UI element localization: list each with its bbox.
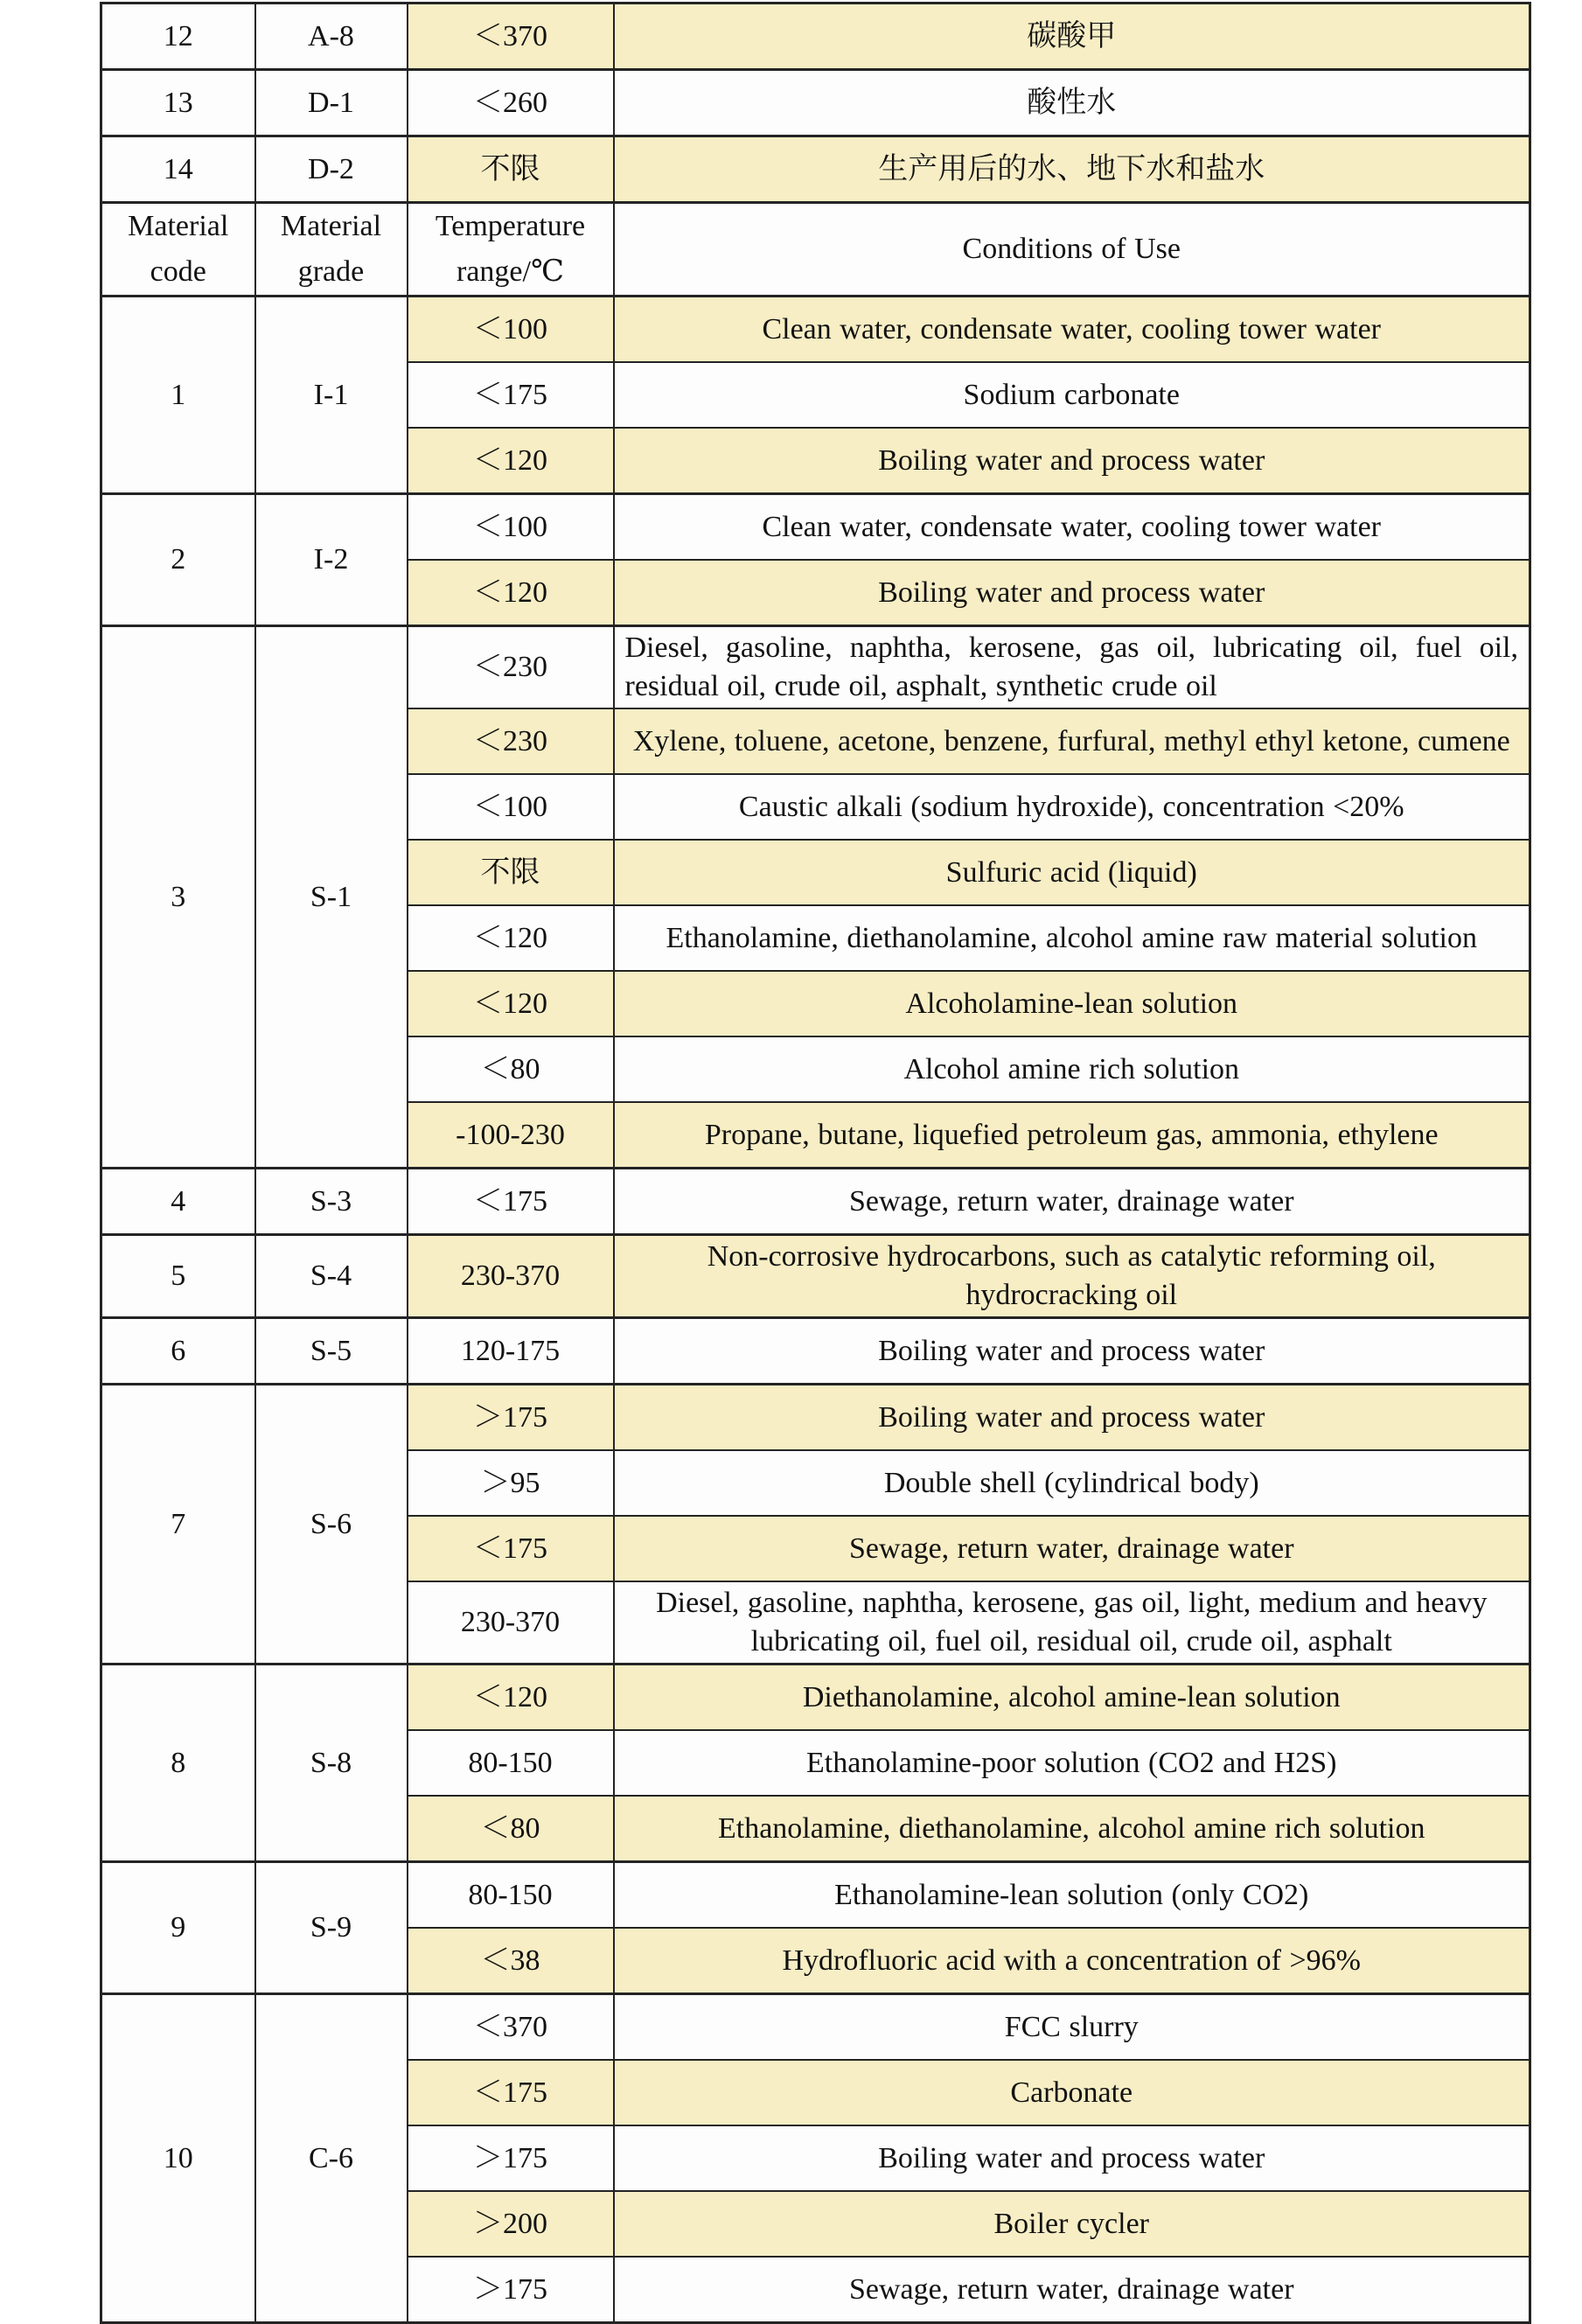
header-conditions-cell: Conditions of Use	[614, 203, 1530, 297]
material-code-cell: 14	[101, 136, 255, 203]
condition-cell: Ethanolamine-lean solution (only CO2)	[614, 1862, 1530, 1929]
condition-cell: 酸性水	[614, 70, 1530, 136]
temperature-cell: ＜175	[408, 1516, 614, 1581]
temperature-cell: ＞200	[408, 2191, 614, 2257]
temperature-cell: ＜370	[408, 3, 614, 70]
temperature-cell: ＞175	[408, 2257, 614, 2323]
temperature-cell: ＜120	[408, 560, 614, 626]
table-row	[101, 494, 1530, 561]
temperature-cell: ＞95	[408, 1450, 614, 1516]
condition-cell: Alcoholamine-lean solution	[614, 971, 1530, 1036]
temperature-cell: ＜175	[408, 2060, 614, 2125]
temperature-cell: ＜120	[408, 1664, 614, 1731]
temperature-cell: 230-370	[408, 1235, 614, 1318]
header-material-grade-cell: Material grade	[255, 203, 408, 297]
temperature-cell: 80-150	[408, 1862, 614, 1929]
condition-cell: Diesel, gasoline, naphtha, kerosene, gas oil, lubricating oil, fuel oil, residual oil, crude oil, asphalt, synthetic crude oil	[614, 626, 1530, 709]
temperature-cell: ＞175	[408, 1385, 614, 1451]
condition-cell: Sulfuric acid (liquid)	[614, 840, 1530, 905]
condition-cell: 碳酸甲	[614, 3, 1530, 70]
table-row	[101, 1318, 1530, 1385]
material-code-cell: 8	[101, 1664, 255, 1862]
material-code-cell: 1	[101, 297, 255, 494]
temperature-cell: ＜120	[408, 971, 614, 1036]
temperature-cell: 80-150	[408, 1730, 614, 1796]
header-material-code-cell: Material code	[101, 203, 255, 297]
temperature-cell: ＜100	[408, 774, 614, 840]
material-grade-cell: S-6	[255, 1385, 408, 1664]
temperature-cell: 不限	[408, 840, 614, 905]
condition-cell: Sewage, return water, drainage water	[614, 1516, 1530, 1581]
material-grade-cell: C-6	[255, 1994, 408, 2323]
material-code-cell: 4	[101, 1169, 255, 1235]
condition-cell: FCC slurry	[614, 1994, 1530, 2061]
condition-cell: Sewage, return water, drainage water	[614, 1169, 1530, 1235]
table-row	[101, 3, 1530, 70]
condition-cell: Boiling water and process water	[614, 428, 1530, 494]
temperature-cell: ＜80	[408, 1036, 614, 1102]
temperature-cell: ＜175	[408, 1169, 614, 1235]
temperature-cell: ＜370	[408, 1994, 614, 2061]
condition-cell: Boiling water and process water	[614, 2125, 1530, 2191]
material-grade-cell: I-2	[255, 494, 408, 626]
condition-cell: Clean water, condensate water, cooling tower water	[614, 297, 1530, 363]
material-grade-cell: S-5	[255, 1318, 408, 1385]
material-code-cell: 10	[101, 1994, 255, 2323]
temperature-cell: ＜120	[408, 905, 614, 971]
condition-cell: Double shell (cylindrical body)	[614, 1450, 1530, 1516]
table-row	[101, 1385, 1530, 1451]
material-code-cell: 13	[101, 70, 255, 136]
condition-cell: Boiling water and process water	[614, 1318, 1530, 1385]
condition-cell: Boiling water and process water	[614, 1385, 1530, 1451]
condition-cell: Sodium carbonate	[614, 362, 1530, 428]
temperature-cell: ＜100	[408, 494, 614, 561]
condition-cell: Non-corrosive hydrocarbons, such as catalytic reforming oil, hydrocracking oil	[614, 1235, 1530, 1318]
condition-cell: 生产用后的水、地下水和盐水	[614, 136, 1530, 203]
condition-cell: Ethanolamine, diethanolamine, alcohol amine rich solution	[614, 1796, 1530, 1862]
header-row	[101, 203, 1530, 297]
condition-cell: Hydrofluoric acid with a concentration of >96%	[614, 1928, 1530, 1994]
materials-table	[100, 2, 1531, 2324]
material-grade-cell: I-1	[255, 297, 408, 494]
condition-cell: Caustic alkali (sodium hydroxide), concentration <20%	[614, 774, 1530, 840]
condition-cell: Clean water, condensate water, cooling tower water	[614, 494, 1530, 561]
table-body	[101, 3, 1530, 2323]
condition-cell: Ethanolamine-poor solution (CO2 and H2S)	[614, 1730, 1530, 1796]
material-code-cell: 2	[101, 494, 255, 626]
temperature-cell: 230-370	[408, 1581, 614, 1664]
temperature-cell: ＜80	[408, 1796, 614, 1862]
condition-cell: Diesel, gasoline, naphtha, kerosene, gas oil, light, medium and heavy lubricating oil, fuel oil, residual oil, crude oil, asphalt	[614, 1581, 1530, 1664]
temperature-cell: ＜260	[408, 70, 614, 136]
material-grade-cell: S-4	[255, 1235, 408, 1318]
material-grade-cell: S-3	[255, 1169, 408, 1235]
condition-cell: Xylene, toluene, acetone, benzene, furfural, methyl ethyl ketone, cumene	[614, 708, 1530, 774]
condition-cell: Ethanolamine, diethanolamine, alcohol amine raw material solution	[614, 905, 1530, 971]
material-code-cell: 5	[101, 1235, 255, 1318]
material-grade-cell: D-2	[255, 136, 408, 203]
temperature-cell: ＜230	[408, 626, 614, 709]
temperature-cell: ＜120	[408, 428, 614, 494]
material-grade-cell: S-8	[255, 1664, 408, 1862]
table-row	[101, 1235, 1530, 1318]
material-grade-cell: A-8	[255, 3, 408, 70]
condition-cell: Sewage, return water, drainage water	[614, 2257, 1530, 2323]
temperature-cell: ＜175	[408, 362, 614, 428]
material-code-cell: 7	[101, 1385, 255, 1664]
condition-cell: Diethanolamine, alcohol amine-lean solution	[614, 1664, 1530, 1731]
material-grade-cell: S-9	[255, 1862, 408, 1994]
temperature-cell: 不限	[408, 136, 614, 203]
condition-cell: Carbonate	[614, 2060, 1530, 2125]
material-code-cell: 12	[101, 3, 255, 70]
material-grade-cell: S-1	[255, 626, 408, 1169]
material-code-cell: 3	[101, 626, 255, 1169]
table-row	[101, 1169, 1530, 1235]
table-row	[101, 1664, 1530, 1731]
temperature-cell: ＜38	[408, 1928, 614, 1994]
temperature-cell: ＜230	[408, 708, 614, 774]
material-code-cell: 6	[101, 1318, 255, 1385]
temperature-cell: -100-230	[408, 1102, 614, 1169]
temperature-cell: 120-175	[408, 1318, 614, 1385]
material-grade-cell: D-1	[255, 70, 408, 136]
condition-cell: Boiling water and process water	[614, 560, 1530, 626]
condition-cell: Boiler cycler	[614, 2191, 1530, 2257]
table-row	[101, 626, 1530, 709]
material-code-cell: 9	[101, 1862, 255, 1994]
temperature-cell: ＜100	[408, 297, 614, 363]
condition-cell: Alcohol amine rich solution	[614, 1036, 1530, 1102]
table-row	[101, 1994, 1530, 2061]
condition-cell: Propane, butane, liquefied petroleum gas, ammonia, ethylene	[614, 1102, 1530, 1169]
table-row	[101, 297, 1530, 363]
table-row	[101, 70, 1530, 136]
temperature-cell: ＞175	[408, 2125, 614, 2191]
header-temperature-cell: Temperature range/℃	[408, 203, 614, 297]
table-row	[101, 1862, 1530, 1929]
table-row	[101, 136, 1530, 203]
